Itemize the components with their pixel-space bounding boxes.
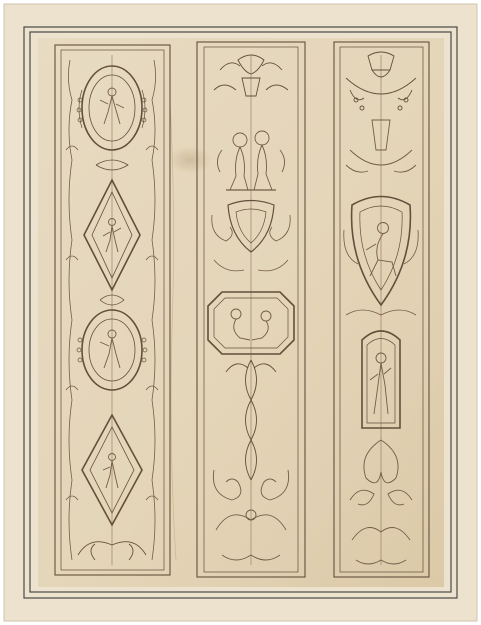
wash-overlay (38, 38, 444, 587)
